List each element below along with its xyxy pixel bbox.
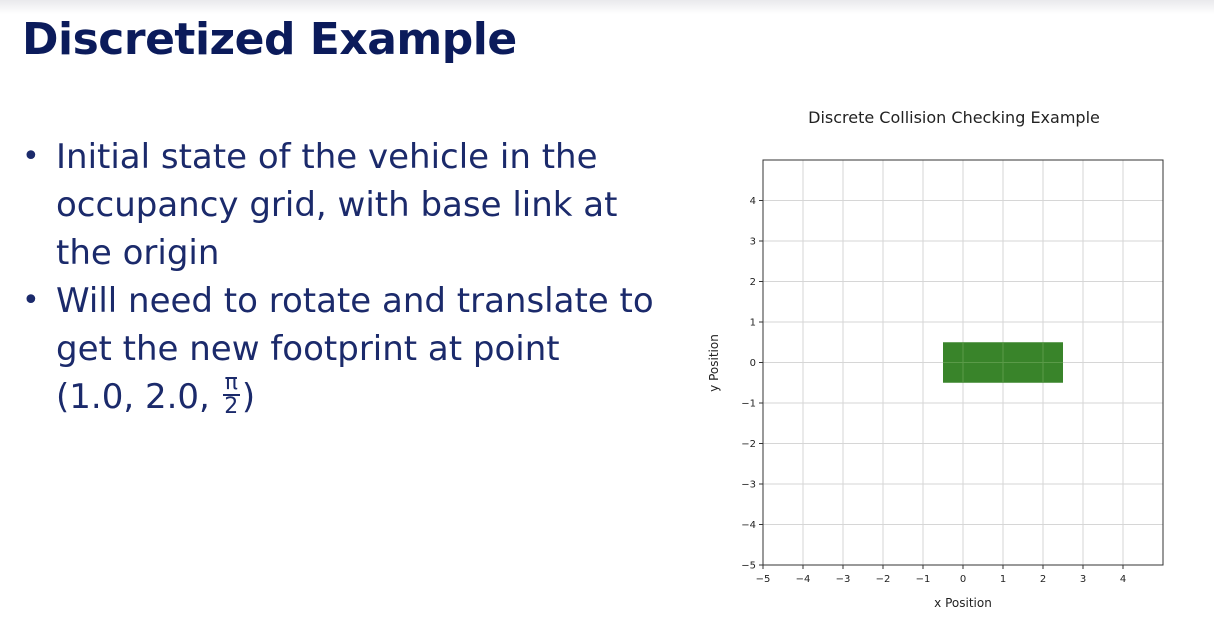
y-tick-label: 4 [749, 196, 756, 207]
x-tick-label: 3 [1079, 574, 1087, 585]
bullet-line: Will need to rotate and translate to [56, 281, 654, 321]
x-tick-label: 0 [959, 574, 967, 585]
bullet-line: occupancy grid, with base link at [56, 185, 618, 225]
slide-title: Discretized Example [22, 14, 517, 65]
x-tick-label: 1 [999, 574, 1007, 585]
y-tick-label: −4 [741, 520, 756, 531]
x-tick-label: 2 [1039, 574, 1047, 585]
x-tick-label: −5 [755, 574, 771, 585]
y-tick-label: −5 [741, 560, 756, 572]
bullet-dot-icon: • [22, 283, 40, 318]
bullet-item-initial-state [18, 133, 698, 277]
bullet-line: the origin [56, 233, 220, 273]
collision-chart [690, 96, 1190, 616]
bullet-item-rotate-translate [18, 277, 698, 422]
pose-suffix: ) [241, 377, 256, 417]
y-tick-label: 1 [749, 317, 756, 329]
pose-expression [56, 369, 698, 422]
x-tick-label: −4 [795, 574, 811, 585]
y-tick-label: 2 [749, 277, 756, 288]
x-tick-label: −1 [915, 574, 931, 585]
y-tick-label: −1 [741, 398, 756, 410]
pose-prefix: (1.0, 2.0, [56, 377, 221, 417]
x-axis-label: x Position [934, 596, 992, 610]
y-tick-label: −2 [741, 439, 756, 450]
pi-over-two-fraction [223, 369, 240, 419]
x-tick-label: −3 [835, 574, 851, 585]
fraction-denominator: 2 [224, 393, 239, 419]
fraction-numerator: π [224, 369, 238, 395]
slide-top-band [0, 0, 1214, 14]
bullet-list [18, 133, 698, 422]
x-tick-label: 4 [1119, 574, 1127, 585]
bullet-dot-icon: • [22, 139, 40, 174]
y-tick-label: −3 [741, 479, 756, 491]
bullet-line: Initial state of the vehicle in the [56, 137, 598, 177]
chart-title: Discrete Collision Checking Example [808, 108, 1100, 127]
y-axis-label: y Position [707, 334, 721, 392]
y-tick-label: 0 [749, 358, 756, 369]
x-tick-label: −2 [875, 574, 891, 585]
y-tick-label: 3 [749, 236, 756, 248]
bullet-line: get the new footprint at point [56, 329, 560, 369]
